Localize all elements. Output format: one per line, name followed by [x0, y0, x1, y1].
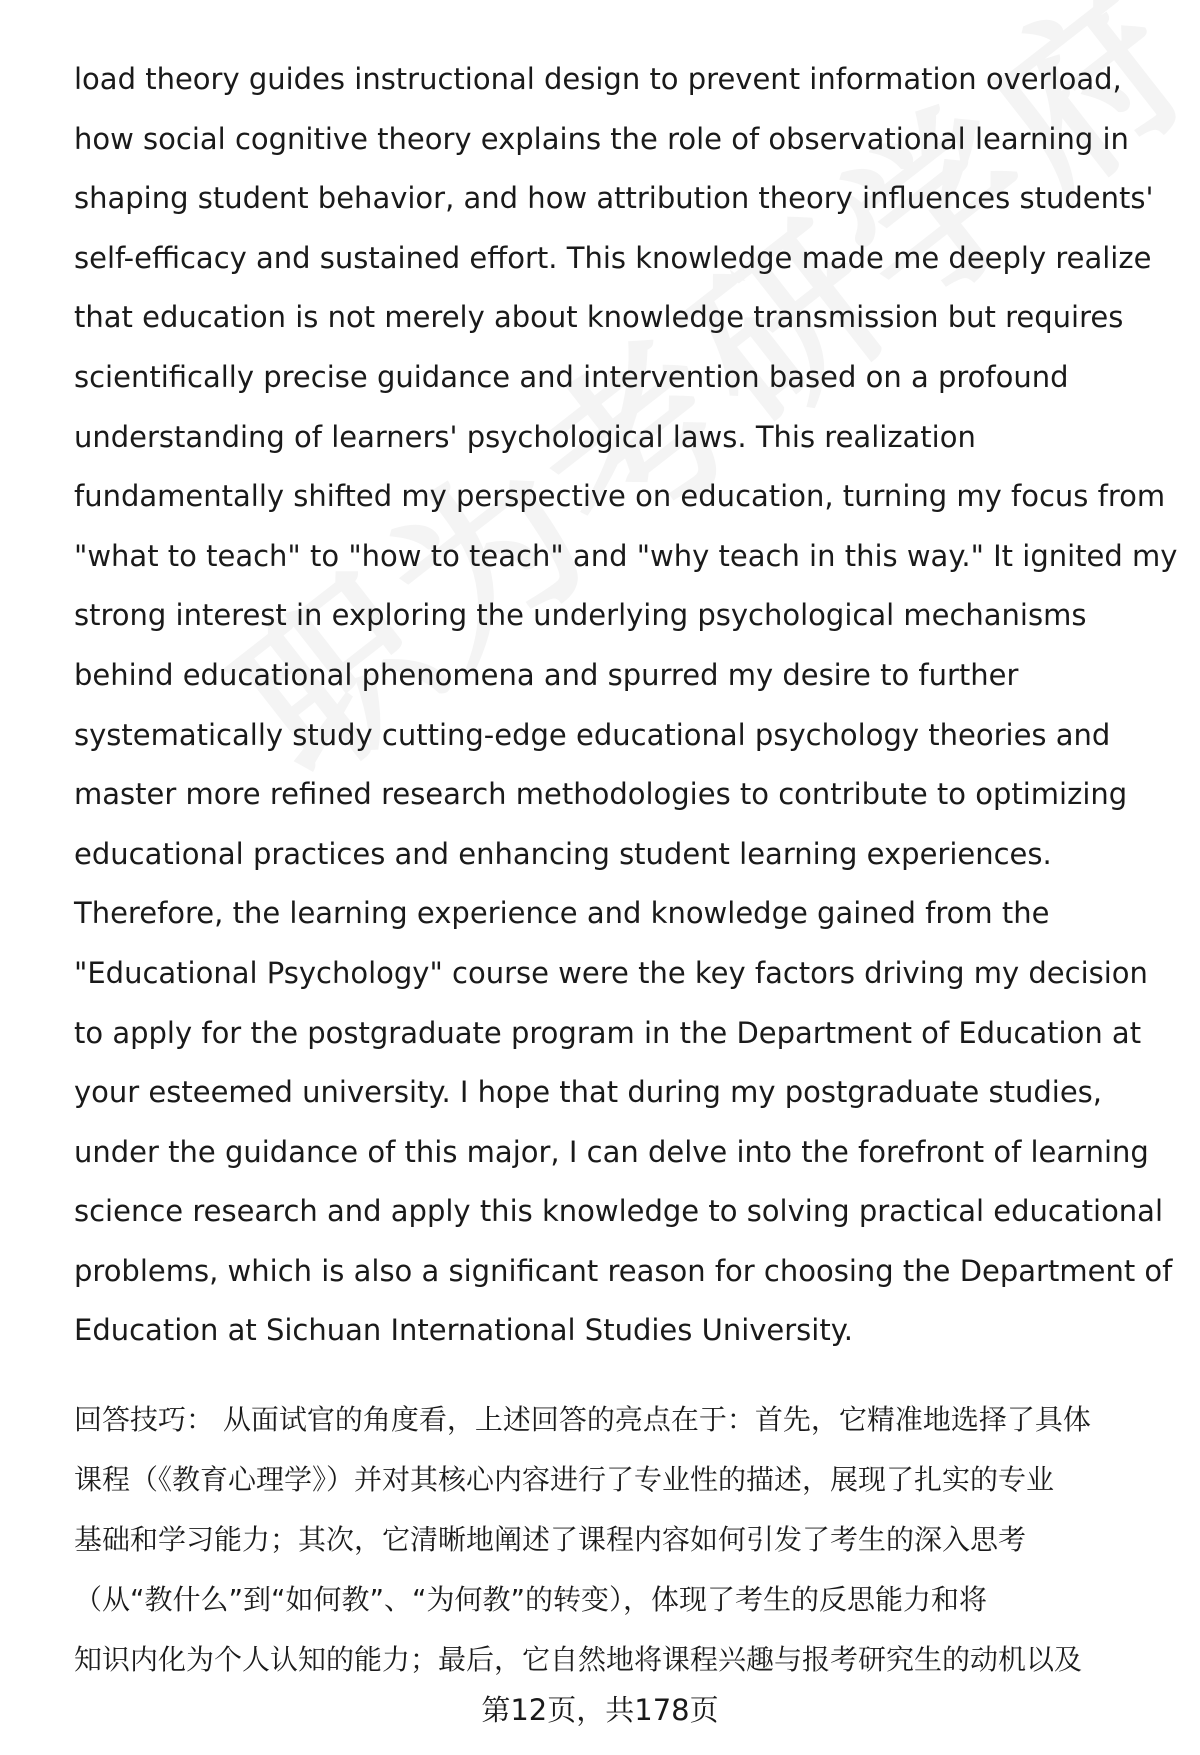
text-line: scientifically precise guidance and intervention based on a profound	[74, 359, 1069, 394]
text-line: shaping student behavior, and how attribution theory influences students'	[74, 181, 1154, 216]
text-line: fundamentally shifted my perspective on education, turning my focus from	[74, 479, 1166, 514]
text-line: master more refined research methodologies to contribute to optimizing	[74, 777, 1128, 812]
text-line: Therefore, the learning experience and knowledge gained from the	[74, 896, 1050, 931]
text-line: Education at Sichuan International Studies University.	[74, 1313, 853, 1348]
answer-tips-paragraph	[74, 1390, 1154, 1690]
tips-line: 课程（《教育心理学》）并对其核心内容进行了专业性的描述，展现了扎实的专业	[74, 1463, 1055, 1496]
text-line: your esteemed university. I hope that during my postgraduate studies,	[74, 1075, 1102, 1110]
text-line: under the guidance of this major, I can delve into the forefront of learning	[74, 1134, 1149, 1169]
text-line: problems, which is also a significant reason for choosing the Department of	[74, 1253, 1173, 1288]
text-line: to apply for the postgraduate program in the Department of Education at	[74, 1015, 1142, 1050]
text-line: strong interest in exploring the underlying psychological mechanisms	[74, 598, 1087, 633]
text-line: behind educational phenomena and spurred my desire to further	[74, 657, 1019, 692]
text-line: science research and apply this knowledge to solving practical educational	[74, 1194, 1164, 1229]
text-line: self-efficacy and sustained effort. This knowledge made me deeply realize	[74, 240, 1152, 275]
text-line: systematically study cutting-edge educational psychology theories and	[74, 717, 1111, 752]
english-paragraph	[74, 50, 1178, 1361]
text-line: "Educational Psychology" course were the key factors driving my decision	[74, 955, 1148, 990]
text-line: educational practices and enhancing student learning experiences.	[74, 836, 1052, 871]
text-line: that education is not merely about knowledge transmission but requires	[74, 300, 1124, 335]
tips-line: （从“教什么”到“如何教”、“为何教”的转变），体现了考生的反思能力和将	[74, 1583, 988, 1616]
tips-line: 基础和学习能力；其次，它清晰地阐述了课程内容如何引发了考生的深入思考	[74, 1523, 1027, 1556]
tips-line: 知识内化为个人认知的能力；最后，它自然地将课程兴趣与报考研究生的动机以及	[74, 1643, 1083, 1676]
page-number-footer: 第12页，共178页	[481, 1693, 719, 1727]
text-line: "what to teach" to "how to teach" and "why teach in this way." It ignited my	[74, 538, 1178, 573]
tips-line: 回答技巧： 从面试官的角度看，上述回答的亮点在于：首先，它精准地选择了具体	[74, 1403, 1091, 1436]
text-line: load theory guides instructional design to prevent information overload,	[74, 62, 1122, 96]
text-line: understanding of learners' psychological laws. This realization	[74, 419, 976, 454]
text-line: how social cognitive theory explains the role of observational learning in	[74, 121, 1129, 156]
